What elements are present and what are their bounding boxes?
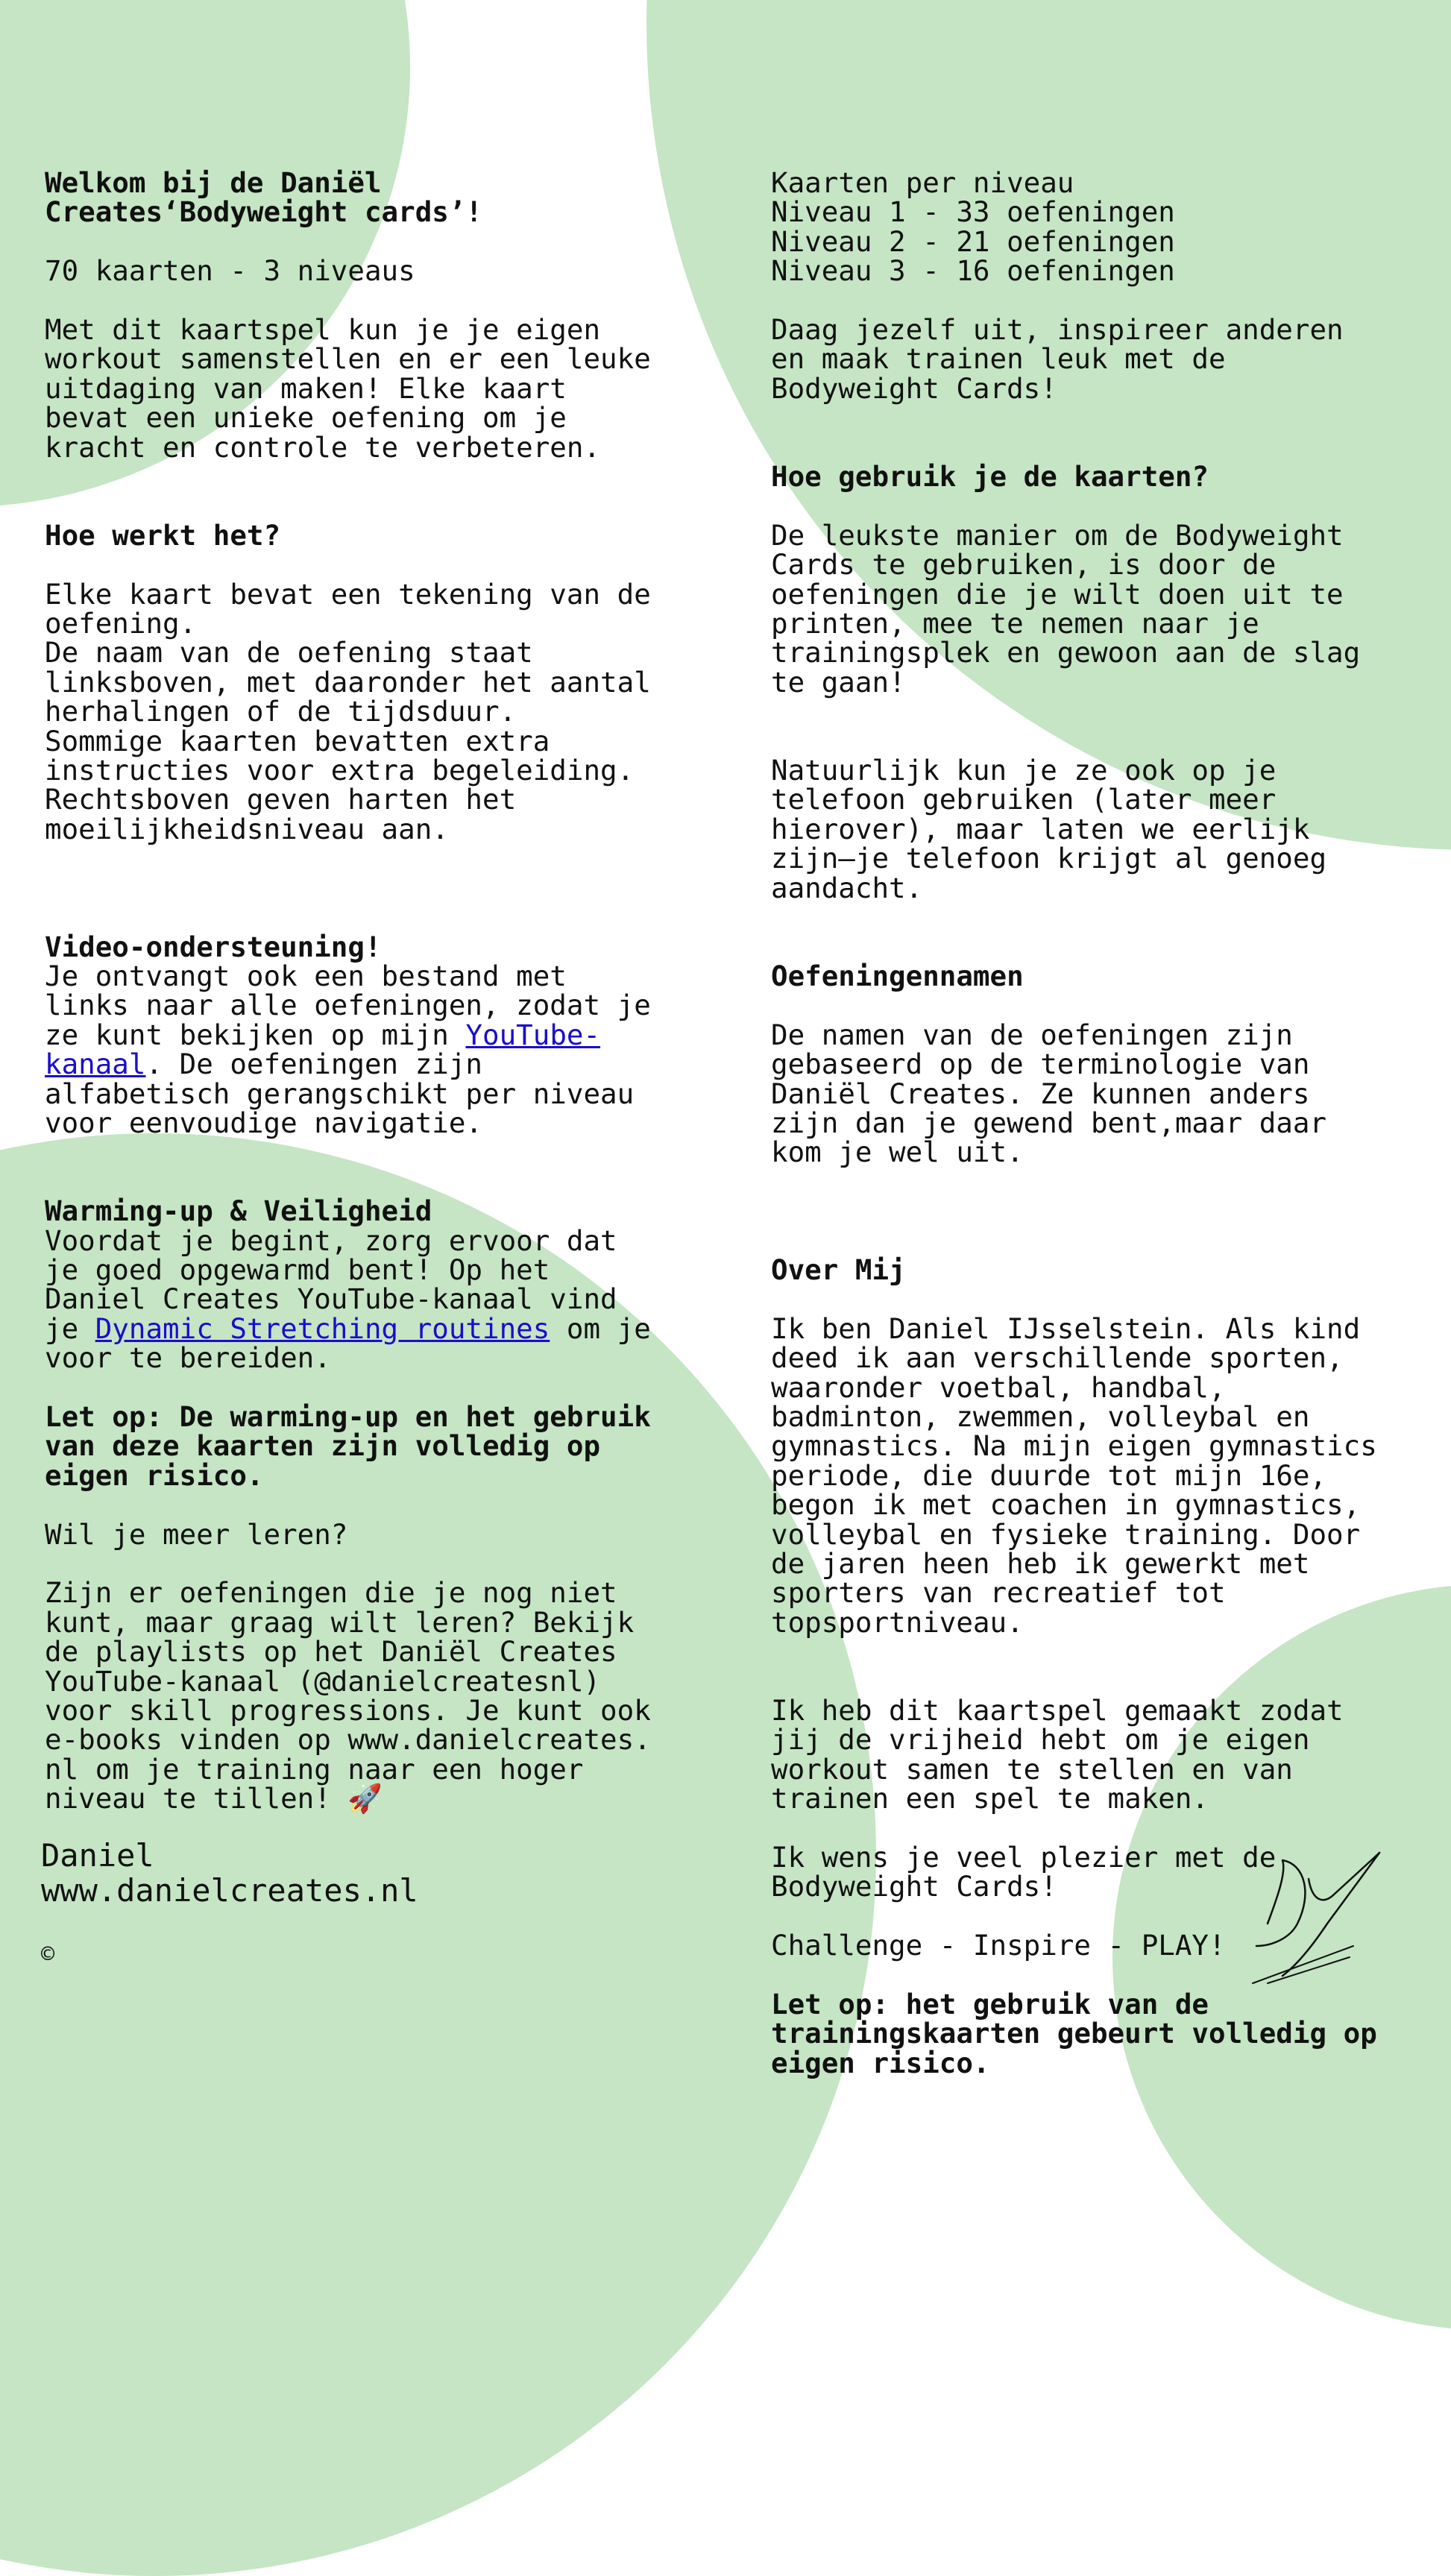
learn-heading: Wil je meer leren?	[45, 1517, 348, 1551]
left-column	[45, 166, 701, 1843]
how-heading: Hoe werkt het?	[45, 518, 281, 552]
about-section	[771, 1226, 1442, 1667]
youtube-channel-link[interactable]: YouTube- kanaal	[45, 1018, 601, 1081]
signature-icon	[1238, 1834, 1402, 1998]
phone-text: Natuurlijk kun je ze ook op je telefoon gebruiken (later meer hierover), maar laten we eerlijk zijn—je telefoon krijgt al genoeg aandacht.	[771, 754, 1327, 904]
names-heading: Oefeningennamen	[771, 959, 1024, 992]
cards-summary: 70 kaarten - 3 niveaus	[45, 254, 415, 288]
challenge-text: Daag jezelf uit, inspireer anderen en maak trainen leuk met de Bodyweight Cards!	[771, 313, 1344, 405]
names-text: De namen van de oefeningen zijn gebaseerd op de terminologie van Daniël Creates. Ze kunnen anders zijn dan je gewend bent,maar daar kom je wel uit.	[771, 1018, 1327, 1169]
usage-heading: Hoe gebruik je de kaarten?	[771, 460, 1209, 494]
video-text-after: . De oefeningen zijn alfabetisch gerangschikt per niveau voor eenvoudige navigatie.	[45, 1048, 635, 1139]
website-text: www.danielcreates.nl	[41, 1872, 418, 1909]
warmup-warning: Let op: De warming-up en het gebruik van deze kaarten zijn volledig op eigen risico.	[45, 1399, 651, 1492]
levels-list: Kaarten per niveau Niveau 1 - 33 oefeningen Niveau 2 - 21 oefeningen Niveau 3 - 16 oefeningen	[771, 166, 1175, 288]
made-text: Ik heb dit kaartspel gemaakt zodat jij de vrijheid hebt om je eigen workout samen te stellen en van trainen een spel te maken.	[771, 1694, 1344, 1816]
copyright-symbol: ©	[41, 1942, 55, 1968]
video-section	[45, 903, 701, 1138]
video-heading: Video-ondersteuning!	[45, 930, 382, 963]
usage-section	[771, 433, 1442, 727]
usage-text: De leukste manier om de Bodyweight Cards te gebruiken, is door de oefeningen die je wilt doen uit te printen, mee te nemen naar je trainingsplek en gewoon aan de slag te gaan!	[771, 518, 1361, 699]
warmup-text-after: om je voor te bereiden.	[45, 1311, 651, 1375]
author-name: Daniel	[41, 1837, 154, 1874]
how-section	[45, 491, 701, 873]
wish-text: Ik wens je veel plezier met de Bodyweight Cards!	[771, 1841, 1277, 1903]
right-column	[771, 166, 1442, 2108]
names-section	[771, 933, 1442, 1197]
motto: Challenge - Inspire - PLAY!	[771, 1929, 1226, 1962]
page-title: Welkom bij de Daniël Creates‘Bodyweight cards’!	[45, 166, 482, 229]
warmup-text-before: Voordat je begint, zorg ervoor dat je goed opgewarmd bent! Op het Daniel Creates YouTube-kanaal vind je	[45, 1224, 617, 1345]
about-heading: Over Mij	[771, 1253, 906, 1286]
video-text-before: Je ontvangt ook een bestand met links naar alle oefeningen, zodat je ze kunt bekijken op mijn	[45, 959, 651, 1051]
about-text: Ik ben Daniel IJsselstein. Als kind deed ik aan verschillende sporten, waaronder voetbal, handbal, badminton, zwemmen, volleybal en gymnastics. Na mijn eigen gymnastics periode, die duurde tot mijn 16e, begon ik met coachen in gymnastics, volleybal en fysieke training. Door de jaren heen heb ik gewerkt met sporters van recreatief tot topsportniveau.	[771, 1311, 1377, 1639]
usage-warning: Let op: het gebruik van de trainingskaarten gebeurt volledig op eigen risico.	[771, 1988, 1377, 2079]
warmup-heading: Warming-up & Veiligheid	[45, 1194, 432, 1228]
dynamic-stretching-link[interactable]: Dynamic Stretching routines	[95, 1311, 550, 1345]
intro-paragraph: Met dit kaartspel kun je je eigen workout samenstellen en er een leuke uitdaging van maken! Elke kaart bevat een unieke oefening om je kracht en controle te verbeteren.	[45, 313, 651, 464]
how-text: Elke kaart bevat een tekening van de oefening. De naam van de oefening staat linksboven, met daaronder het aantal herhalingen of de tijdsduur. Sommige kaarten bevatten extra instructies voor extra begeleiding. Rechtsboven geven harten het moeilijkheidsniveau aan.	[45, 577, 651, 845]
footer	[41, 1838, 418, 1908]
warmup-section	[45, 1168, 701, 1373]
learn-text: Zijn er oefeningen die je nog niet kunt, maar graag wilt leren? Bekijk de playlists op het Daniël Creates YouTube-kanaal (@danielcreatesnl) voor skill progressions. Je kunt ook e-books vinden op www.danielcreates. nl om je training naar een hoger niveau te tillen! 🚀	[45, 1576, 651, 1816]
